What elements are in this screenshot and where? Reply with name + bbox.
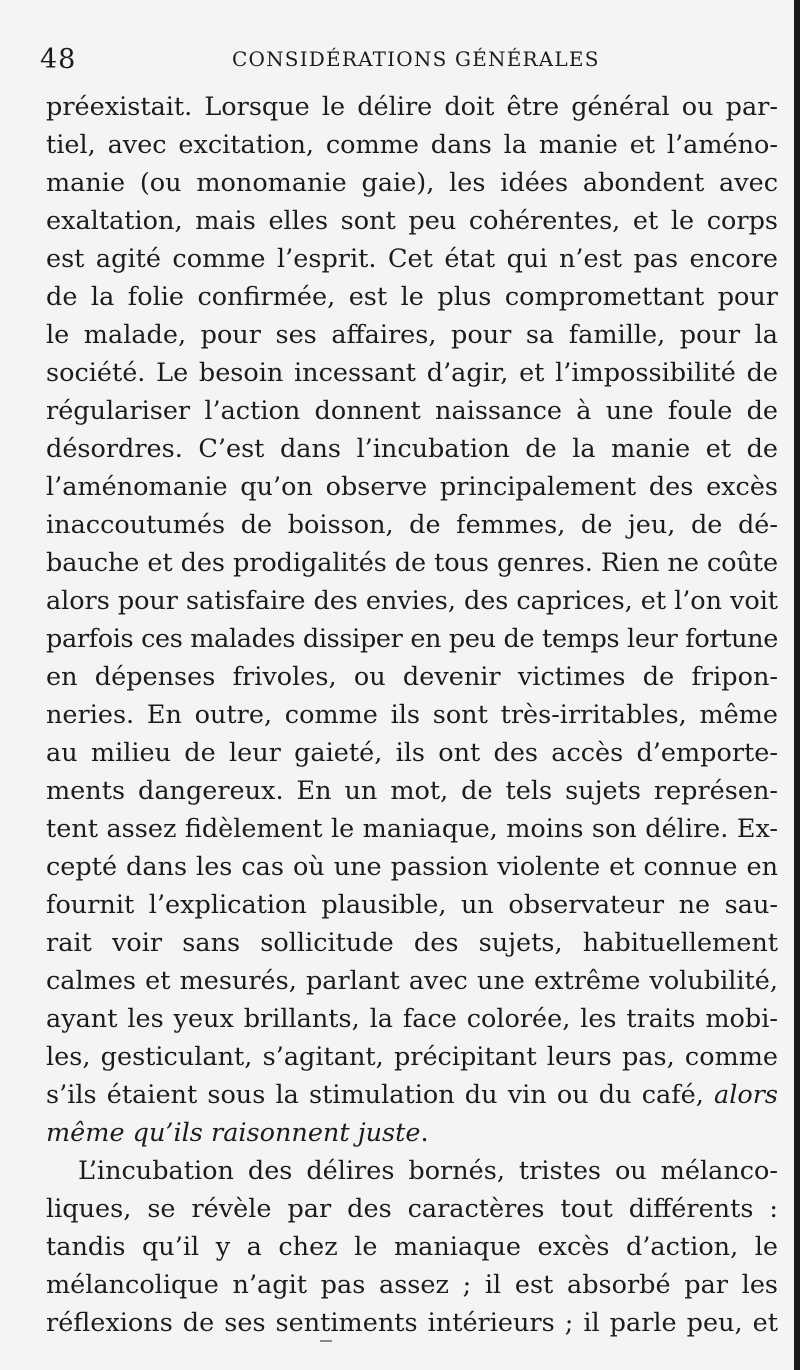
italic-text: alors bbox=[714, 1080, 778, 1110]
text-line: désordres. C’est dans l’incubation de la manie et de bbox=[46, 434, 778, 464]
text-line: tandis qu’il y a chez le maniaque excès d’action, le bbox=[46, 1232, 778, 1262]
paragraph-first-line: L’incubation des délires bornés, tristes ou mélanco- bbox=[78, 1156, 778, 1186]
text-line: rait voir sans sollicitude des sujets, habituellement bbox=[46, 928, 778, 958]
text-line: ayant les yeux brillants, la face colorée, les traits mobi- bbox=[46, 1004, 778, 1034]
text-line: cepté dans les cas où une passion violente et connue en bbox=[46, 852, 778, 882]
text-line: alors pour satisfaire des envies, des caprices, et l’on voit bbox=[46, 586, 778, 616]
print-mark bbox=[320, 1340, 332, 1342]
text-line: est agité comme l’esprit. Cet état qui n’est pas encore bbox=[46, 244, 778, 274]
text-line: fournit l’explication plausible, un observateur ne sau- bbox=[46, 890, 778, 920]
text-line: calmes et mesurés, parlant avec une extrême volubilité, bbox=[46, 966, 778, 996]
text-line: mélancolique n’agit pas assez ; il est absorbé par les bbox=[46, 1270, 778, 1300]
text-line: neries. En outre, comme ils sont très-irritables, même bbox=[46, 700, 778, 730]
text-line: exaltation, mais elles sont peu cohérentes, et le corps bbox=[46, 206, 778, 236]
text-line: parfois ces malades dissiper en peu de temps leur fortune bbox=[46, 624, 778, 654]
text-line: au milieu de leur gaieté, ils ont des accès d’emporte- bbox=[46, 738, 778, 768]
text-line: bauche et des prodigalités de tous genres. Rien ne coûte bbox=[46, 548, 778, 578]
text-line: ments dangereux. En un mot, de tels sujets représen- bbox=[46, 776, 778, 806]
text-line: le malade, pour ses affaires, pour sa famille, pour la bbox=[46, 320, 778, 350]
running-head: CONSIDÉRATIONS GÉNÉRALES bbox=[232, 47, 600, 71]
text-line: de la folie confirmée, est le plus compromettant pour bbox=[46, 282, 778, 312]
text-line: les, gesticulant, s’agitant, précipitant leurs pas, comme bbox=[46, 1042, 778, 1072]
page-edge-shadow bbox=[794, 0, 800, 1370]
text-line: préexistait. Lorsque le délire doit être général ou par- bbox=[46, 92, 778, 122]
text-line-paragraph-end: même qu’ils raisonnent juste. bbox=[46, 1118, 429, 1148]
text-line: s’ils étaient sous la stimulation du vin ou du café, alors bbox=[46, 1080, 778, 1110]
italic-text: même qu’ils raisonnent juste bbox=[46, 1118, 421, 1148]
text-line: en dépenses frivoles, ou devenir victimes de fripon- bbox=[46, 662, 778, 692]
text-line: régulariser l’action donnent naissance à une foule de bbox=[46, 396, 778, 426]
text-line: inaccoutumés de boisson, de femmes, de jeu, de dé- bbox=[46, 510, 778, 540]
text-line: société. Le besoin incessant d’agir, et l’impossibilité de bbox=[46, 358, 778, 388]
text-line: tiel, avec excitation, comme dans la manie et l’améno- bbox=[46, 130, 778, 160]
text-line: réflexions de ses sentiments intérieurs ; il parle peu, et bbox=[46, 1308, 778, 1338]
text-line: liques, se révèle par des caractères tout différents : bbox=[46, 1194, 778, 1224]
text-line: tent assez fidèlement le maniaque, moins son délire. Ex- bbox=[46, 814, 778, 844]
text-line: l’aménomanie qu’on observe principalement des excès bbox=[46, 472, 778, 502]
text-line: manie (ou monomanie gaie), les idées abondent avec bbox=[46, 168, 778, 198]
page-number: 48 bbox=[40, 44, 77, 75]
